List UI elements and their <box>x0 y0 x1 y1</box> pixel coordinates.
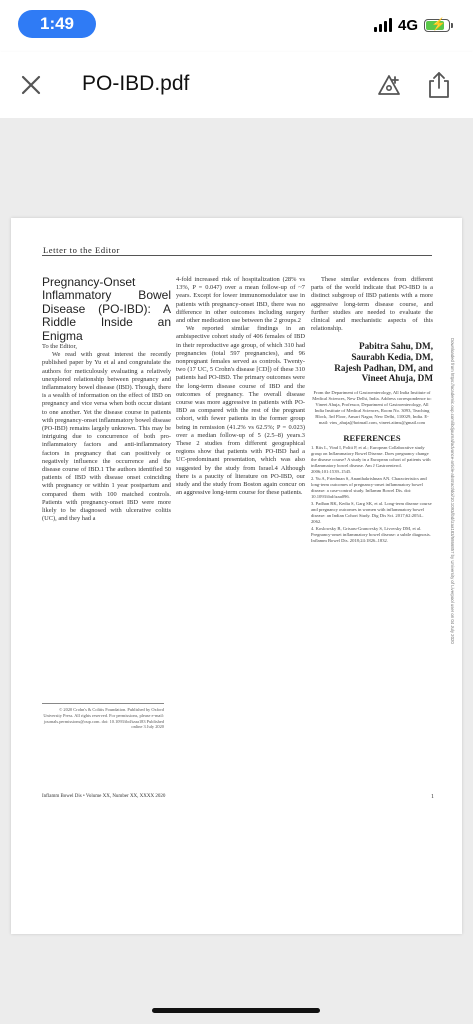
author: Saurabh Kedia, DM, <box>351 352 433 363</box>
close-button[interactable] <box>18 72 44 98</box>
body-paragraph: We read with great interest the recently published paper by Yu et al and congratulate the authors for meticulously evaluating a relatively unexplored relationship between pregnancy and inflammatory bowel disease (IBD). Though, there is a wealth of information on the effect of IBD on pregnancy and vice versa when both occur distant to one another. Yet the disease course in patients with pregnancy-onset inflammatory bowel disease (PO-IBD) remains largely unknown. This may be intriguing due to concurrence of both pro-inflammatory factors and anti-inflammatory factors in pregnancy that can positively or negatively influence the occurrence and the disease course of IBD.1 The authors identified 50 patients of IBD with disease onset coinciding with pregnancy or within 1 year postpartum and compared them with 100 matched controls. Patients with pregnancy-onset IBD were more likely to be diagnosed with ulcerative colitis (UC), and they had a <box>42 351 171 523</box>
share-button[interactable] <box>425 70 453 100</box>
journal-footer: Inflamm Bowel Dis • Volume XX, Number XX, XXXX 2020 <box>42 794 166 799</box>
signal-icon <box>374 18 392 32</box>
author: Vineet Ahuja, DM <box>361 373 433 384</box>
download-watermark <box>450 338 454 858</box>
article-title: Pregnancy-Onset Inflammatory Bowel Disease (PO-IBD): A Riddle Inside an Enigma <box>42 275 171 343</box>
status-indicators <box>374 14 453 36</box>
copyright-notice: © 2020 Crohn's & Colitis Foundation. Published by Oxford University Press. All rights reserved. For permissions, please e-mail: journals.permissions@oup.com. doi: 10.1093/ibd/izaa183 Published online 3 July 2020 <box>42 703 164 730</box>
reference-item: 1. Riis L, Vind I, Politi P, et al.; European Collaborative study group on Inflammatory Bowel Disease. Does pregnancy change the disease course? A study in a European cohort of patients with inflammatory bowel disease. Am J Gastroenterol. 2006;101:1539–1545. <box>311 445 431 474</box>
salutation: To the Editor, <box>42 343 77 351</box>
download-notice: Downloaded from https://academic.oup.com/ibdjournal/advance-article-abstract/doi/10.1093/ibd/izaa183/5866857 by University of Liverpool user on 04 July 2020 <box>450 338 455 644</box>
home-indicator[interactable] <box>152 1008 320 1013</box>
header-divider <box>42 255 432 256</box>
pdf-viewer[interactable] <box>0 118 473 1024</box>
battery-icon: ⚡ <box>424 19 450 32</box>
page-number: 1 <box>431 794 434 800</box>
reference-item: 4. Koslowsky B, Grisaru-Granovsky S, Livovsky DM, et al. Pregnancy-onset inflammatory bowel disease: a subtle diagnosis. Inflamm Bowel Dis. 2018;24:1826–1832. <box>311 526 431 543</box>
affiliation: From the Department of Gastroenterology, All India Institute of Medical Sciences, New Delhi, India. Address correspondence to: Vineet Ahuja, Professor, Department of Gastroenterology, All India Institute of Medical Sciences, Room No. 3093, Teaching Block, 3rd Floor, Ansari Nagar, New Delhi, 110029, India. E-mail: vins_ahuja@hotmail.com, vineet.aiims@gmail.com <box>312 389 432 425</box>
body-paragraph: These similar evidences from different parts of the world indicate that PO-IBD is a distinct subgroup of IBD patients with a more aggressive long-term disease course, and further studies are needed to evaluate the clinical and mechanistic aspects of this relationship. <box>311 276 433 333</box>
share-icon <box>425 70 453 100</box>
document-title: PO-IBD.pdf <box>82 72 190 95</box>
author: Rajesh Padhan, DM, and <box>334 362 433 373</box>
author: Pabitra Sahu, DM, <box>358 341 433 352</box>
navigation-bar <box>0 52 473 118</box>
markup-pen-icon <box>375 72 403 100</box>
references-heading: REFERENCES <box>343 432 401 443</box>
author-list <box>311 341 433 383</box>
column-2 <box>176 276 305 497</box>
reference-item: 3. Padhan RK, Kedia S, Garg SK, et al. Long-term disease course and pregnancy outcomes in women with inflammatory bowel disease: an Indian Cohort Study. Dig Dis Sci. 2017;62:2054–2062. <box>311 501 432 524</box>
network-type: 4G <box>397 16 418 34</box>
body-paragraph: 4-fold increased risk of hospitalization (28% vs 13%, P = 0.047) over a mean follow-up of ~7 years. Except for lower immunomodulator use in patients with pregnancy-onset IBD, there was no difference in other outcomes including surgery and other medication use between the 2 groups.2 <box>176 276 305 325</box>
page-header: Letter to the Editor <box>43 245 120 255</box>
status-bar <box>0 0 473 52</box>
pdf-page[interactable] <box>11 218 462 934</box>
reference-item: 2. Yu A, Friedman S, Ananthakrishnan AN. Characteristics and long-term outcomes of pregnancy-onset inflammatory bowel disease: a case-control study. Inflamm Bowel Dis. doi: 10.1093/ibd/izaa096. <box>311 476 427 499</box>
column-3 <box>311 276 433 545</box>
body-paragraph: We reported similar findings in an ambispective cohort study of 406 females of IBD in their reproductive age group, of which 310 had pregnancies (total 597 pregnancies), and 96 nonpregnant females served as controls. Twenty-two (17 UC, 5 Crohn's disease [CD]) of these 310 patients had PO-IBD. The primary outcomes were the long-term disease course of IBD and the outcomes of pregnancy. The overall disease course was more aggressive in patients with PO-IBD as compared with the rest of the pregnant cohort, with fewer patients in the former group being in remission (41.2% vs 62.5%; P = 0.023) over a median follow-up of 5 (2.5–8) years.3 These 2 studies from different geographical regions show that patients with PO-IBD had a UC-predominant presentation, which was also suggested by the study from Israel.4 Although there is a paucity of literature on PO-IBD, our study and the study from Boston again concur on an aggressive long-term course for these patients. <box>176 325 305 497</box>
close-icon <box>18 72 44 98</box>
status-time[interactable]: 1:49 <box>18 10 96 38</box>
column-1 <box>42 276 171 524</box>
markup-button[interactable] <box>375 72 403 100</box>
